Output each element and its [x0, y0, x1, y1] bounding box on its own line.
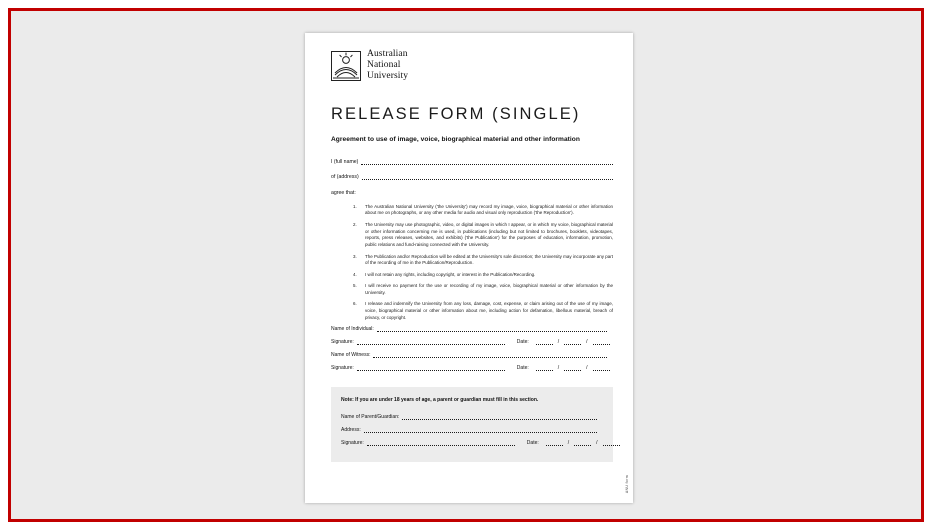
date-month-input[interactable] [574, 440, 591, 446]
logo-line-1: Australian [367, 49, 408, 59]
field-date-witness[interactable] [517, 365, 610, 371]
logo-line-2: National [367, 60, 401, 71]
clause-item: I release and indemnify the University from any loss, damage, cost, expense, or claim arising out of the use of my image, voice, biographical material or other information about me, including action for defamation, libellous material, breach of privacy, or copyright. [365, 301, 613, 320]
anu-logo [331, 49, 613, 83]
field-signature-individual-input[interactable] [357, 339, 505, 345]
field-address-label: of (address) [331, 173, 359, 180]
clause-item: I will receive no payment for the use or recording of my image, voice, biographical material or other information by the University. [365, 283, 613, 295]
page-subtitle: Agreement to use of image, voice, biographical material and other information [331, 135, 580, 143]
field-full-name-label: I (full name) [331, 158, 359, 165]
date-separator: / [557, 339, 560, 346]
date-day-input[interactable] [546, 440, 563, 446]
parent-guardian-section [331, 387, 613, 462]
field-name-of-parent-guardian-label: Name of Parent/Guardian: [341, 414, 400, 421]
field-name-of-witness-input[interactable] [373, 352, 607, 358]
field-full-name-input[interactable] [361, 159, 613, 165]
anu-crest-icon [331, 51, 361, 81]
field-name-of-individual[interactable] [331, 326, 613, 332]
date-month-input[interactable] [564, 365, 581, 371]
signature-block-witness [331, 352, 613, 371]
date-day-input[interactable] [536, 365, 553, 371]
clause-item: The Publication and/or Reproduction will be edited at the University's sole discretion; the University may incorporate any part of the recording of me in the Publication/Reproduction. [365, 253, 613, 266]
field-name-of-parent-guardian-input[interactable] [402, 414, 597, 420]
page-title: RELEASE FORM (SINGLE) [331, 104, 581, 123]
date-separator: / [557, 365, 560, 372]
field-name-of-parent-guardian[interactable] [341, 414, 603, 420]
field-signature-individual[interactable] [331, 339, 613, 345]
field-date-witness-label: Date: [516, 365, 529, 372]
screenshot-frame [8, 8, 924, 522]
field-date-parent-guardian[interactable] [527, 440, 620, 446]
agree-text: agree that: [331, 189, 356, 196]
parent-guardian-note: Note: If you are under 18 years of age, a parent or guardian must fill in this section. [341, 397, 539, 404]
clause-list [353, 204, 613, 322]
clause-item: The University may use photographic, video, or digital images in which I appear, or in which my voice, biographical material or other information concerning me is used, in publications (including but not limited to brochures, booklets, videotapes, reports, press releases, websites, and exhibits) ('the Publication') for the purposes of education, information, promotion, public relations and fund-raising connected with the University. [365, 221, 613, 248]
date-day-input[interactable] [536, 339, 553, 345]
field-name-of-witness-label: Name of Witness: [331, 352, 371, 359]
field-parent-address[interactable] [341, 427, 603, 433]
date-year-input[interactable] [593, 339, 610, 345]
date-separator: / [586, 339, 588, 346]
field-parent-address-label: Address: [341, 427, 361, 434]
clause-item: I will not retain any rights, including copyright, or interest in the Publication/Recording. [365, 271, 536, 277]
field-signature-parent-guardian-input[interactable] [367, 440, 515, 446]
field-name-of-witness[interactable] [331, 352, 613, 358]
field-date-individual-label: Date: [516, 339, 529, 346]
date-month-input[interactable] [564, 339, 581, 345]
field-name-of-individual-input[interactable] [377, 326, 607, 332]
anu-logo-text [367, 49, 408, 83]
document-content [331, 49, 613, 495]
field-signature-witness-label: Signature: [331, 365, 354, 372]
date-separator: / [567, 440, 570, 447]
field-signature-individual-label: Signature: [331, 339, 354, 346]
field-full-name[interactable] [331, 159, 613, 165]
document-side-code: ANU form [625, 474, 629, 493]
field-name-of-individual-label: Name of Individual: [331, 326, 374, 333]
document-page [305, 33, 633, 503]
field-signature-witness[interactable] [331, 365, 613, 371]
field-date-individual[interactable] [517, 339, 610, 345]
field-signature-parent-guardian-label: Signature: [341, 440, 364, 447]
date-separator: / [586, 365, 588, 372]
field-date-parent-guardian-label: Date: [526, 440, 539, 447]
field-parent-address-input[interactable] [364, 427, 597, 433]
signature-block-individual [331, 326, 613, 345]
date-separator: / [596, 440, 598, 447]
field-address-input[interactable] [362, 174, 613, 180]
date-year-input[interactable] [593, 365, 610, 371]
field-signature-witness-input[interactable] [357, 365, 505, 371]
logo-line-3: University [367, 71, 409, 82]
field-signature-parent-guardian[interactable] [341, 440, 603, 446]
date-year-input[interactable] [603, 440, 620, 446]
field-address[interactable] [331, 174, 613, 180]
clause-item: The Australian National University ('the University') may record my image, voice, biographical material or other information about me on photographs, or any other media for audio and visual only reproduction ('the Reproduction'). [365, 203, 613, 216]
